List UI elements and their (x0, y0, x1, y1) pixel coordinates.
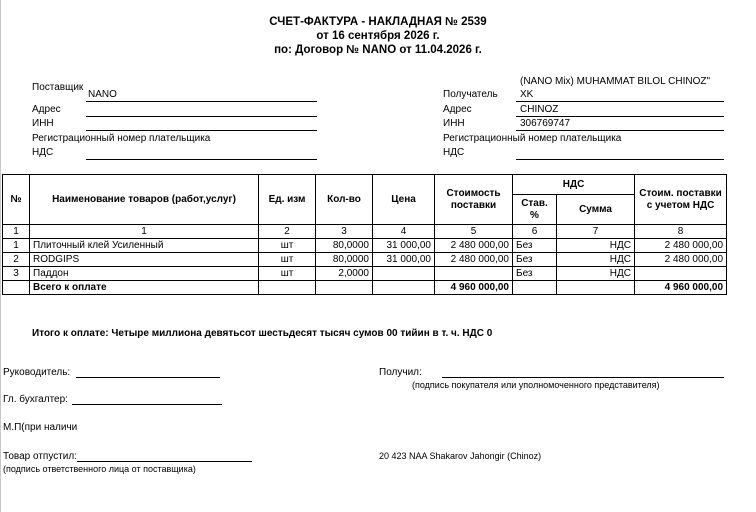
header-vat-group: НДС (513, 175, 635, 195)
header-total: Стоим. поставки с учетом НДС (635, 175, 727, 225)
row-name: Паддон (30, 267, 259, 281)
col-number: 2 (259, 225, 316, 239)
header-qty: Кол-во (316, 175, 373, 225)
row-total (635, 267, 727, 281)
col-number: 6 (513, 225, 557, 239)
recipient-address-label: Адрес (443, 104, 472, 115)
recipient-reg-label: Регистрационный номер плательщика (443, 133, 622, 144)
recipient-name-line (516, 101, 724, 102)
table-row (3, 253, 727, 267)
row-cost: 2 480 000,00 (435, 239, 513, 253)
received-signature-line (442, 377, 724, 378)
row-vat-rate: Без (513, 239, 557, 253)
goods-table (2, 174, 727, 295)
row-name: RODGIPS (30, 253, 259, 267)
row-total: 2 480 000,00 (635, 239, 727, 253)
row-num: 3 (3, 267, 30, 281)
header-price: Цена (373, 175, 435, 225)
supplier-nds-label: НДС (32, 147, 54, 158)
header-vat-sum: Сумма (557, 195, 635, 225)
row-num: 2 (3, 253, 30, 267)
recipient-inn-line (516, 130, 724, 131)
row-unit: шт (259, 239, 316, 253)
supplier-name-line (86, 101, 317, 102)
recipient-name-line1: (NANO Mix) MUHAMMAT BILOL CHINOZ" (520, 76, 711, 87)
invoice-title: СЧЕТ-ФАКТУРА - НАКЛАДНАЯ № 2539 (269, 16, 487, 28)
received-by: 20 423 NAA Shakarov Jahongir (Chinoz) (379, 451, 542, 461)
supplier-inn-label: ИНН (32, 118, 54, 129)
col-number: 4 (373, 225, 435, 239)
totals-total: 4 960 000,00 (635, 281, 727, 295)
supplier-name: NANO (88, 89, 117, 100)
header-num: № (3, 175, 30, 225)
recipient-address: CHINOZ (520, 104, 559, 115)
supplier-reg-label: Регистрационный номер плательщика (32, 133, 211, 144)
row-vat-sum: НДС (557, 253, 635, 267)
recipient-inn-label: ИНН (443, 118, 465, 129)
header-cost: Стоимость поставки (435, 175, 513, 225)
totals-row (3, 281, 727, 295)
row-price: 31 000,00 (373, 253, 435, 267)
supplier-address-line (86, 116, 317, 117)
row-unit: шт (259, 253, 316, 267)
supplier-label: Поставщик (32, 82, 84, 93)
row-cost (435, 267, 513, 281)
recipient-inn: 306769747 (520, 118, 571, 129)
invoice-contract: по: Договор № NANO от 11.04.2026 г. (274, 44, 482, 56)
released-signature-line (77, 461, 252, 462)
row-vat-rate: Без (513, 253, 557, 267)
recipient-nds-label: НДС (443, 147, 465, 158)
totals-label: Всего к оплате (30, 281, 259, 295)
recipient-name-line2: XK (520, 89, 534, 100)
recipient-label: Получатель (443, 89, 498, 100)
col-number: 8 (635, 225, 727, 239)
director-label: Руководитель: (3, 367, 71, 378)
table-row (3, 239, 727, 253)
amount-in-words: Итого к оплате: Четыре миллиона девятьсот шестьдесят тысяч сумов 00 тийин в т. ч. НДС 0 (32, 328, 493, 339)
received-note: (подпись покупателя или уполномоченного представителя) (412, 380, 660, 390)
accountant-signature-line (72, 404, 222, 405)
row-vat-sum: НДС (557, 267, 635, 281)
row-price (373, 267, 435, 281)
director-signature-line (76, 377, 220, 378)
row-qty: 2,0000 (316, 267, 373, 281)
header-vat-rate: Став. % (513, 195, 557, 225)
stamp-label: М.П(при наличи (3, 422, 78, 433)
page-left-edge (0, 0, 1, 512)
row-price: 31 000,00 (373, 239, 435, 253)
supplier-address-label: Адрес (32, 104, 61, 115)
supplier-inn-line (86, 130, 317, 131)
invoice-date: от 16 сентября 2026 г. (316, 30, 440, 42)
col-number: 1 (30, 225, 259, 239)
accountant-label: Гл. бухгалтер: (3, 394, 68, 405)
row-unit: шт (259, 267, 316, 281)
supplier-nds-line (86, 159, 317, 160)
row-vat-rate: Без (513, 267, 557, 281)
col-number: 7 (557, 225, 635, 239)
header-unit: Ед. изм (259, 175, 316, 225)
col-number: 1 (3, 225, 30, 239)
row-vat-sum: НДС (557, 239, 635, 253)
row-num: 1 (3, 239, 30, 253)
totals-cost: 4 960 000,00 (435, 281, 513, 295)
released-note: (подпись ответственного лица от поставщика) (3, 464, 196, 474)
col-number: 5 (435, 225, 513, 239)
received-label: Получил: (379, 367, 422, 378)
row-qty: 80,0000 (316, 253, 373, 267)
header-name: Наименование товаров (работ,услуг) (30, 175, 259, 225)
row-name: Плиточный клей Усиленный (30, 239, 259, 253)
row-total: 2 480 000,00 (635, 253, 727, 267)
col-number: 3 (316, 225, 373, 239)
released-label: Товар отпустил: (3, 451, 77, 462)
table-row (3, 267, 727, 281)
recipient-nds-line (516, 159, 724, 160)
row-qty: 80,0000 (316, 239, 373, 253)
recipient-address-line (516, 116, 724, 117)
row-cost: 2 480 000,00 (435, 253, 513, 267)
